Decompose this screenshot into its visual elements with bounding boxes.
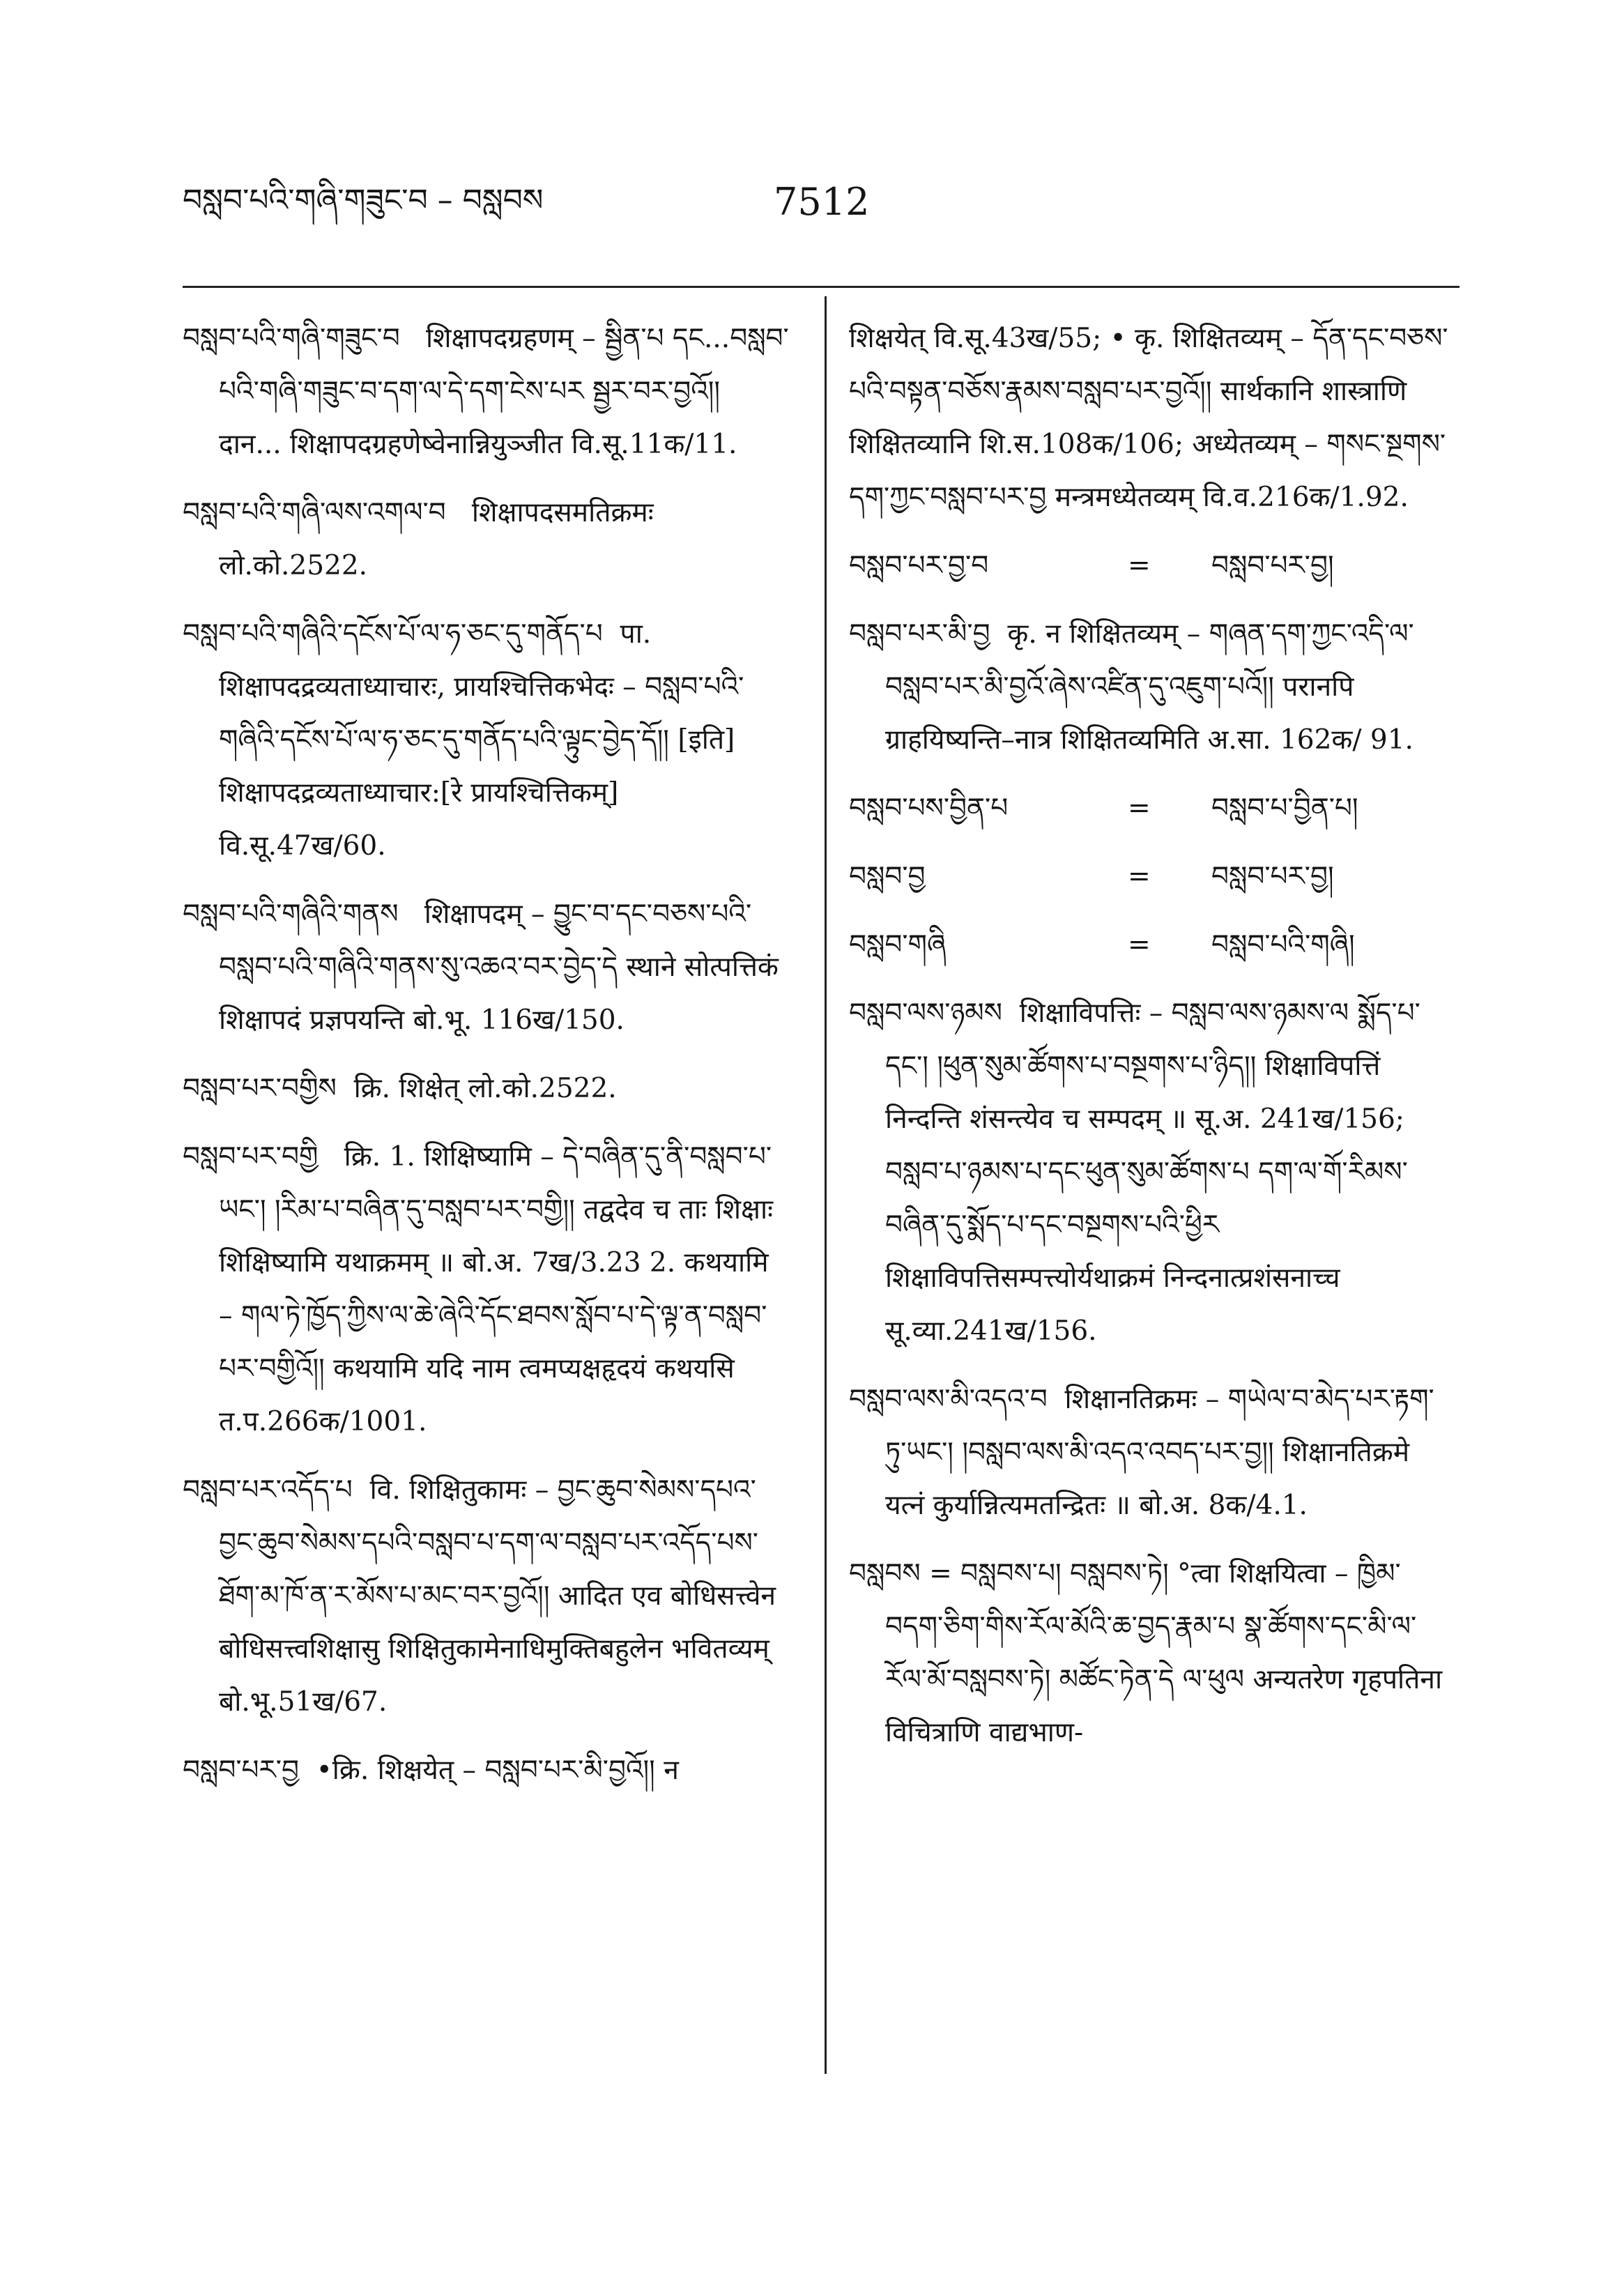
dictionary-entry	[849, 1548, 1455, 1759]
entry-body: शिक्षाविपत्तिः – བསླབ་ལས་ཉམས་ལ སྨོད་པ་དང་། །ཕུན་སུམ་ཚོགས་པ་བསྔགས་པ་ཉིད།། शिक्षाविपत्तिं निन्दन्ति शंसन्त्येव च सम्पदम् ॥ सू.अ. 241ख/156; བསླབ་པ་ཉམས་པ་དང་ཕུན་སུམ་ཚོགས་པ དག་ལ་གོ་རིམས་བཞིན་དུ་སྨོད་པ་དང་བསྔགས་པའི་ཕྱིར शिक्षाविपत्तिसम्पत्त्योर्यथाक्रमं निन्दनात्प्रशंसनाच्च सू.व्या.241ख/156.	[885, 998, 1420, 1347]
cross-reference-target: བསླབ་པར་བྱ།	[1211, 861, 1334, 892]
entry-headword: བསླབ་པའི་གཞི་གཟུང་བ	[183, 323, 400, 354]
right-column	[849, 312, 1455, 1775]
entry-body: कृ. न शिक्षितव्यम् – གཞན་དག་ཀྱང་འདི་ལ་བསླབ་པར་མི་བྱའོ་ཞེས་འཛིན་དུ་འཇུག་པའོ།། परानपि ग्राहयिष्यन्ति–नात्र शिक्षितव्यमिति अ.सा. 162क/ 91.	[885, 618, 1414, 756]
entry-headword: བསླབས	[849, 1558, 921, 1589]
equals-sign: =	[1128, 929, 1151, 961]
equals-sign: =	[1128, 550, 1151, 581]
entry-body: शिक्षापदसमतिक्रमः लो.को.2522.	[219, 497, 654, 581]
equals-sign: =	[1128, 861, 1151, 892]
entry-body: पा. शिक्षापदद्रव्यताध्याचारः, प्रायश्चित्तिकभेदः – བསླབ་པའི་གཞིའི་དངོས་པོ་ལ་ཧ་ཅང་དུ་གནོད་པའི་ལྟུང་བྱེད་དོ།། [इति] शिक्षापदद्रव्यताध्याचार:[रे प्रायश्चित्तिकम्] वि.सू.47ख/60.	[219, 618, 744, 862]
entry-headword: བསླབ་པའི་གཞི་ལས་འགལ་བ	[183, 497, 446, 528]
entry-body: शिक्षापदग्रहणम् – སྦྱིན་པ དང...བསླབ་པའི་གཞི་གཟུང་བ་དག་ལ་དེ་དག་ངེས་པར སྦྱར་བར་བྱའོ།། दान... शिक्षापदग्रहणेष्वेनान्नियुञ्जीत वि.सू.11क/11.	[219, 323, 789, 460]
entry-headword: བསླབ་པར་བགྱི	[183, 1141, 319, 1173]
dictionary-entry	[849, 987, 1455, 1358]
entry-body: शिक्षानतिक्रमः – གཡེལ་བ་མེད་པར་རྟག་ཏུ་ཡང་། །བསླབ་ལས་མི་འདའ་འབད་པར་བྱ།། शिक्षानतिक्रमे यत्नं कुर्यान्नित्यमतन्द्रितः ॥ बो.अ. 8क/4.1.	[885, 1384, 1434, 1521]
entry-body: शिक्षापदम् – བྱུང་བ་དང་བཅས་པའི་བསླབ་པའི་གཞིའི་གནས་སུ་འཆའ་བར་བྱེད་དེ स्थाने सोत्पत्तिकं शिक्षापदं प्रज्ञपयन्ति बो.भू. 116ख/150.	[219, 899, 779, 1036]
entry-headword: བསླབ་ལས་ཉམས	[849, 998, 1002, 1029]
dictionary-entry	[183, 487, 789, 593]
entry-body: शिक्षयेत् वि.सू.43ख/55; • कृ. शिक्षितव्यम् – དོན་དང་བཅས་པའི་བསྟན་བཅོས་རྣམས་བསླབ་པར་བྱའོ།། सार्थकानि शास्त्राणि शिक्षितव्यानि शि.स.108क/106; अध्येतव्यम् – གསང་སྔགས་དག་ཀྱང་བསླབ་པར་བྱ मन्त्रमध्येतव्यम् वि.व.216क/1.92.	[849, 323, 1448, 513]
dictionary-entry	[183, 1464, 789, 1729]
entry-headword: བསླབ་པའི་གཞིའི་གནས	[183, 899, 399, 930]
dictionary-entry	[849, 608, 1455, 767]
dictionary-entry	[183, 1131, 789, 1449]
dictionary-entry	[183, 312, 789, 471]
equals-sign: =	[1128, 793, 1151, 824]
entry-headword: བསླབ་པར་བགྱིས	[183, 1073, 337, 1104]
page-number: 7512	[774, 180, 870, 224]
entry-body: = བསླབས་པ། བསླབས་ཏེ། °त्वा शिक्षयित्वा – ཁྱིམ་བདག་ཅིག་གིས་རོལ་མོའི་ཆ་བྱད་རྣམ་པ སྣ་ཚོགས་དང་མི་ལ་རོལ་མོ་བསླབས་ཏེ། མཚོང་ཏེན་དེ ལ་ཕུལ अन्यतरेण गृहपतिना विचित्राणि वाद्यभाण-	[885, 1558, 1443, 1748]
left-column	[183, 312, 789, 1812]
cross-reference-entry	[849, 850, 1455, 903]
column-divider	[825, 296, 827, 2074]
entry-headword: བསླབ་གཞི	[849, 929, 947, 961]
entry-body: क्रि. 1. शिक्षिष्यामि – དེ་བཞིན་དུ་ནི་བསླབ་པ་ཡང་། །རིམ་པ་བཞིན་དུ་བསླབ་པར་བགྱི།། तद्वदेव च ताः शिक्षाः शिक्षिष्यामि यथाक्रमम् ॥ बो.अ. 7ख/3.23 2. कथयामि – གལ་ཏེ་ཁྱོད་ཀྱིས་ལ་ཆེ་ཞེའི་དོང་ཐབས་སློབ་པ་དེ་ལྟ་ན་བསླབ་པར་བགྱིའོ།། कथयामि यदि नाम त्वमप्यक्षहृदयं कथयसि त.प.266क/1001.	[219, 1141, 773, 1437]
cross-reference-target: བསླབ་པའི་གཞི།	[1211, 929, 1355, 961]
dictionary-entry	[183, 608, 789, 873]
entry-headword: བསླབ་པས་བྱིན་པ	[849, 793, 1009, 824]
dictionary-entry	[183, 1062, 789, 1115]
entry-headword: བསླབ་ལས་མི་འདའ་བ	[849, 1384, 1048, 1415]
cross-reference-entry	[849, 919, 1455, 972]
dictionary-entry	[183, 888, 789, 1047]
entry-body: •क्रि. शिक्षयेत् – བསླབ་པར་མི་བྱའོ།། न	[316, 1755, 679, 1786]
entry-headword: བསླབ་པར་མི་བྱ	[849, 618, 990, 650]
entry-headword: བསླབ་བྱ	[849, 861, 926, 892]
cross-reference-target: བསླབ་པ་བྱིན་པ།	[1211, 793, 1358, 824]
entry-body: क्रि. शिक्षेत् लो.को.2522.	[353, 1073, 617, 1104]
entry-headword: བསླབ་པར་བྱ	[183, 1755, 299, 1786]
cross-reference-entry	[849, 540, 1455, 593]
entry-headword: བསླབ་པའི་གཞིའི་དངོས་པོ་ལ་ཧ་ཅང་དུ་གནོད་པ	[183, 618, 603, 650]
dictionary-entry	[183, 1744, 789, 1797]
cross-reference-entry	[849, 782, 1455, 835]
dictionary-entry	[849, 312, 1455, 524]
entry-headword: བསླབ་པར་འདོད་པ	[183, 1474, 353, 1506]
entry-headword: བསླབ་པར་བྱ་བ	[849, 550, 989, 581]
entry-body: वि. शिक्षितुकामः – བྱང་ཆུབ་སེམས་དཔའ་བྱང་ཆུབ་སེམས་དཔའི་བསླབ་པ་དག་ལ་བསླབ་པར་འདོད་པས་ཐོག་མ་ཁོ་ན་ར་མོས་པ་མང་བར་བྱའོ།། आदित एव बोधिसत्त्वेन बोधिसत्त्वशिक्षासु शिक्षितुकामेनाधिमुक्तिबहुलेन भवितव्यम् बो.भू.51ख/67.	[219, 1474, 776, 1718]
header-rule	[183, 286, 1460, 288]
running-head: བསླབ་པའི་གཞི་གཟུང་བ – བསླབས	[183, 183, 544, 218]
cross-reference-target: བསླབ་པར་བྱ།	[1211, 550, 1334, 581]
dictionary-entry	[849, 1373, 1455, 1532]
